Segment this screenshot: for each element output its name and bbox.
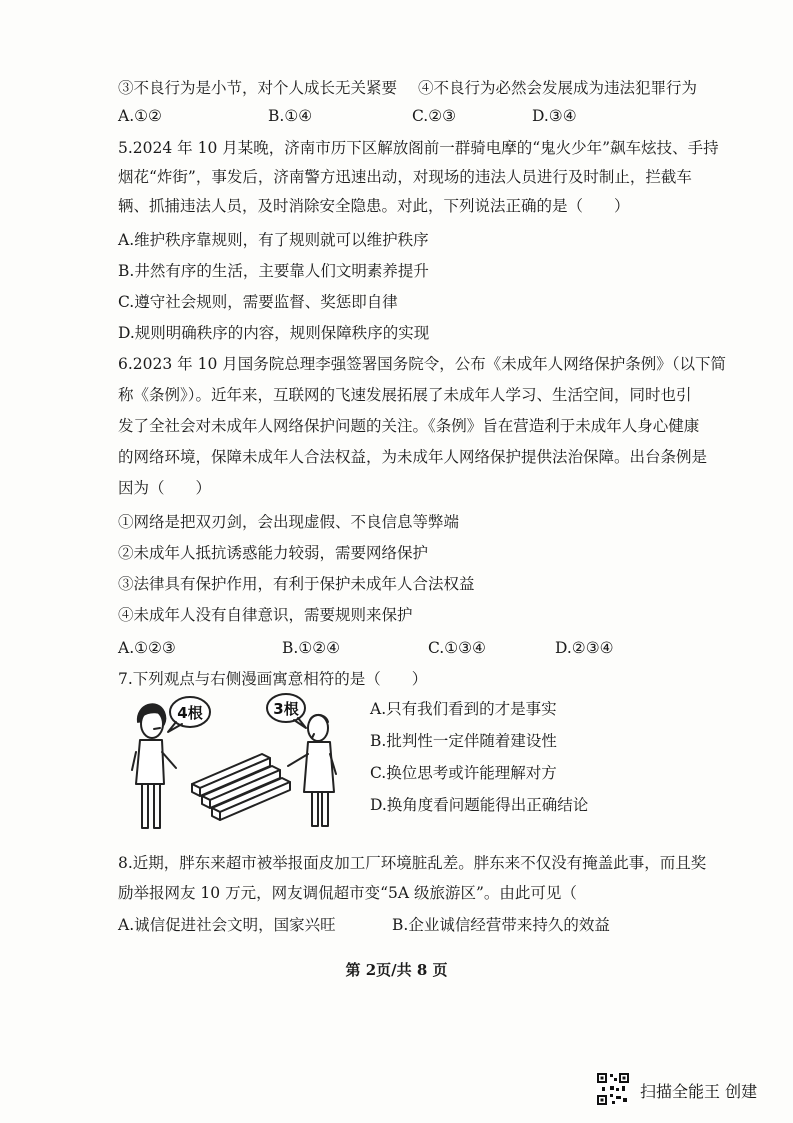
q7-option-d: D.换角度看问题能得出正确结论 xyxy=(370,796,589,814)
q8-stem-line-2: 励举报网友 10 万元，网友调侃超市变“5A 级旅游区”。由此可见（ xyxy=(118,884,577,902)
q5-option-c: C.遵守社会规则，需要监督、奖惩即自律 xyxy=(118,293,398,311)
q6-stem-line-4: 的网络环境，保障未成年人合法权益，为未成年人网络保护提供法治保障。出台条例是 xyxy=(118,448,708,466)
q4-option-b: B.①④ xyxy=(268,107,313,125)
page-number: 第 2页/共 8 页 xyxy=(345,961,448,979)
q4-option-c: C.②③ xyxy=(412,107,457,125)
q6-stem-line-3: 发了全社会对未成年人网络保护问题的关注。《条例》旨在营造利于未成年人身心健康 xyxy=(118,417,700,435)
q5-option-a: A.维护秩序靠规则，有了规则就可以维护秩序 xyxy=(118,231,429,249)
q6-statement-3: ③法律具有保护作用，有利于保护未成年人合法权益 xyxy=(118,575,475,593)
q4-statement-4: ④不良行为必然会发展成为违法犯罪行为 xyxy=(418,79,698,97)
q5-option-b: B.井然有序的生活，主要靠人们文明素养提升 xyxy=(118,262,429,280)
q4-option-a: A.①② xyxy=(118,107,162,125)
q5-stem-line-2: 烟花“炸街”，事发后，济南警方迅速出动，对现场的违法人员进行及时制止，拦截车 xyxy=(118,168,692,186)
q6-stem-line-2: 称《条例》）。近年来，互联网的飞速发展拓展了未成年人学习、生活空间，同时也引 xyxy=(118,386,692,404)
bubble-left-text: 4根 xyxy=(177,704,203,722)
q5-stem-line-1: 5.2024 年 10 月某晚，济南市历下区解放阁前一群骑电摩的“鬼火少年”飙车炫技、手持 xyxy=(118,139,719,157)
q5-stem-line-3: 辆、抓捕违法人员，及时消除安全隐患。对此，下列说法正确的是（ ） xyxy=(118,197,630,215)
q6-option-c: C.①③④ xyxy=(428,639,486,657)
q6-statement-2: ②未成年人抵抗诱惑能力较弱，需要网络保护 xyxy=(118,544,429,562)
watermark-text: 扫描全能王 创建 xyxy=(640,1082,758,1101)
q6-stem-line-1: 6.2023 年 10 月国务院总理李强签署国务院令，公布《未成年人网络保护条例》（以下简 xyxy=(118,355,726,373)
q4-statement-3: ③不良行为是小节，对个人成长无关紧要 xyxy=(118,79,398,97)
q6-statement-1: ①网络是把双刃剑，会出现虚假、不良信息等弊端 xyxy=(118,513,460,531)
q6-stem-line-5: 因为（ ） xyxy=(118,479,212,497)
q8-option-b: B.企业诚信经营带来持久的效益 xyxy=(392,916,610,934)
q7-option-b: B.批判性一定伴随着建设性 xyxy=(370,732,557,750)
q7-option-c: C.换位思考或许能理解对方 xyxy=(370,764,557,782)
q5-option-d: D.规则明确秩序的内容，规则保障秩序的实现 xyxy=(118,324,430,342)
cartoon-illustration xyxy=(128,692,358,832)
q7-option-a: A.只有我们看到的才是事实 xyxy=(370,700,557,718)
q6-option-b: B.①②④ xyxy=(282,639,341,657)
q6-statement-4: ④未成年人没有自律意识，需要规则来保护 xyxy=(118,606,413,624)
q8-option-a: A.诚信促进社会文明，国家兴旺 xyxy=(118,916,336,934)
q4-option-d: D.③④ xyxy=(532,107,577,125)
q7-stem: 7.下列观点与右侧漫画寓意相符的是（ ） xyxy=(118,670,428,688)
qr-code-icon xyxy=(596,1072,630,1106)
q6-option-d: D.②③④ xyxy=(555,639,614,657)
q8-stem-line-1: 8.近期，胖东来超市被举报面皮加工厂环境脏乱差。胖东来不仅没有掩盖此事，而且奖 xyxy=(118,854,707,872)
q6-option-a: A.①②③ xyxy=(118,639,176,657)
bubble-right-text: 3根 xyxy=(273,700,299,718)
